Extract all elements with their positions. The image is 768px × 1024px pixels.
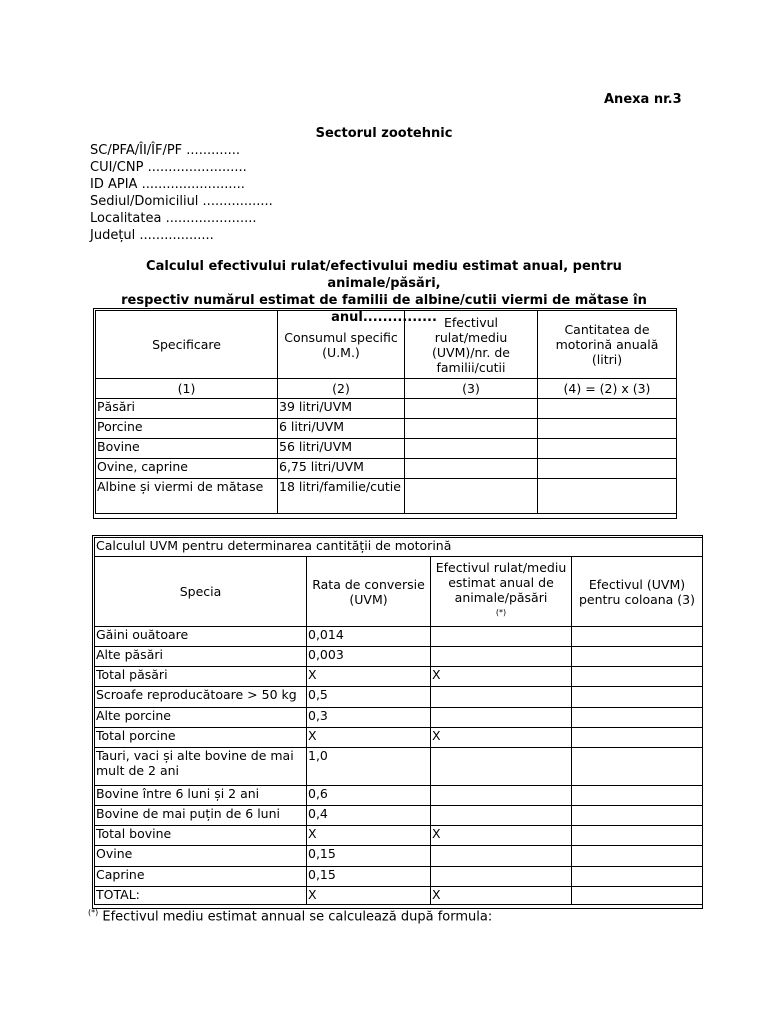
cell-consumption: 18 litri/familie/cutie — [278, 479, 405, 513]
cell-estimate — [431, 687, 572, 708]
heading-line-1: Calculul efectivului rulat/efectivului mediu estimat anual, pentru animale/păsări, — [146, 259, 622, 291]
sector-title: Sectorul zootehnic — [315, 126, 453, 141]
header-estimated-livestock-label: Efectivul rulat/mediu estimat anual de animale/păsări — [435, 559, 567, 605]
id-line-address: Sediul/Domiciliul ................. — [90, 194, 273, 209]
cell-rate: 0,15 — [307, 846, 431, 867]
cell-species: Păsări — [96, 399, 278, 419]
cell-uvm — [572, 627, 702, 647]
cell-uvm — [572, 647, 702, 667]
table-row — [95, 846, 702, 867]
cell-rate: 0,15 — [307, 867, 431, 887]
cell-uvm — [572, 867, 702, 887]
table-row — [95, 806, 702, 826]
cell-species: Albine și viermi de mătase — [96, 479, 278, 513]
cell-species: Total păsări — [95, 667, 307, 687]
fuel-consumption-table — [95, 310, 677, 514]
cell-rate: 1,0 — [307, 748, 431, 786]
cell-count — [405, 399, 538, 419]
table1-colnum-row — [96, 379, 676, 399]
table-row — [95, 647, 702, 667]
table2-title-row — [95, 538, 702, 557]
cell-species: TOTAL: — [95, 887, 307, 904]
heading-line-2: respectiv numărul estimat de familii de albine/cutii viermi de mătase în anul............... — [121, 293, 647, 325]
cell-estimate — [431, 627, 572, 647]
cell-fuel — [538, 439, 676, 459]
header-note-marker: (*) — [495, 607, 507, 617]
cell-estimate — [431, 846, 572, 867]
table2-title: Calculul UVM pentru determinarea cantității de motorină — [95, 538, 702, 557]
table-row — [95, 627, 702, 647]
cell-species: Porcine — [96, 419, 278, 439]
header-species: Specia — [95, 557, 307, 627]
cell-uvm — [572, 887, 702, 904]
cell-consumption: 56 litri/UVM — [278, 439, 405, 459]
cell-species: Bovine — [96, 439, 278, 459]
id-line-apia: ID APIA ......................... — [90, 177, 245, 192]
cell-uvm — [572, 806, 702, 826]
header-estimated-livestock — [431, 557, 572, 627]
table-row — [95, 887, 702, 904]
cell-rate: 0,003 — [307, 647, 431, 667]
cell-consumption: 6,75 litri/UVM — [278, 459, 405, 479]
table-row — [96, 479, 676, 513]
cell-rate: 0,3 — [307, 708, 431, 728]
cell-species: Caprine — [95, 867, 307, 887]
cell-rate: 0,4 — [307, 806, 431, 826]
table-row — [96, 419, 676, 439]
cell-uvm — [572, 708, 702, 728]
cell-rate: X — [307, 826, 431, 846]
table2-header-row — [95, 557, 702, 627]
cell-estimate — [431, 748, 572, 786]
cell-estimate: X — [431, 826, 572, 846]
cell-species: Alte păsări — [95, 647, 307, 667]
cell-estimate — [431, 708, 572, 728]
table-row — [96, 399, 676, 419]
table-row — [95, 708, 702, 728]
table-row — [95, 748, 702, 786]
cell-rate: 0,014 — [307, 627, 431, 647]
colnum-3: (3) — [405, 379, 538, 399]
id-line-county: Județul .................. — [90, 228, 214, 243]
cell-count — [405, 419, 538, 439]
header-conversion-rate: Rata de conversie (UVM) — [307, 557, 431, 627]
cell-fuel — [538, 479, 676, 513]
cell-fuel — [538, 399, 676, 419]
header-livestock-count: Efectivul rulat/mediu (UVM)/nr. de familii/cutii — [405, 311, 538, 379]
cell-uvm — [572, 748, 702, 786]
cell-count — [405, 459, 538, 479]
cell-species: Alte porcine — [95, 708, 307, 728]
cell-species: Tauri, vaci și alte bovine de mai mult de 2 ani — [95, 748, 307, 786]
cell-uvm — [572, 846, 702, 867]
identification-block — [90, 142, 273, 244]
cell-estimate — [431, 786, 572, 806]
cell-consumption: 6 litri/UVM — [278, 419, 405, 439]
table-row — [95, 728, 702, 748]
footnote-marker: (*) — [88, 908, 99, 917]
cell-species: Bovine de mai puțin de 6 luni — [95, 806, 307, 826]
cell-species: Ovine — [95, 846, 307, 867]
cell-count — [405, 479, 538, 513]
table-row — [96, 459, 676, 479]
cell-estimate — [431, 806, 572, 826]
colnum-1: (1) — [96, 379, 278, 399]
cell-estimate: X — [431, 667, 572, 687]
cell-rate: 0,6 — [307, 786, 431, 806]
table-row — [95, 687, 702, 708]
id-line-locality: Localitatea ...................... — [90, 211, 257, 226]
footnote — [88, 908, 492, 924]
cell-species: Găini ouătoare — [95, 627, 307, 647]
cell-rate: X — [307, 887, 431, 904]
cell-consumption: 39 litri/UVM — [278, 399, 405, 419]
cell-estimate: X — [431, 728, 572, 748]
cell-uvm — [572, 687, 702, 708]
table-row — [96, 439, 676, 459]
cell-uvm — [572, 728, 702, 748]
header-uvm-count: Efectivul (UVM) pentru coloana (3) — [572, 557, 702, 627]
cell-rate: 0,5 — [307, 687, 431, 708]
cell-uvm — [572, 826, 702, 846]
cell-rate: X — [307, 728, 431, 748]
table-row — [95, 667, 702, 687]
table-row — [95, 867, 702, 887]
header-specific-consumption: Consumul specific (U.M.) — [278, 311, 405, 379]
table1-header-row — [96, 311, 676, 379]
cell-uvm — [572, 786, 702, 806]
table-row — [95, 786, 702, 806]
cell-species: Total porcine — [95, 728, 307, 748]
cell-uvm — [572, 667, 702, 687]
cell-species: Ovine, caprine — [96, 459, 278, 479]
cell-estimate: X — [431, 887, 572, 904]
cell-species: Scroafe reproducătoare > 50 kg — [95, 687, 307, 708]
colnum-2: (2) — [278, 379, 405, 399]
header-annual-fuel: Cantitatea de motorină anuală (litri) — [538, 311, 676, 379]
cell-species: Bovine între 6 luni și 2 ani — [95, 786, 307, 806]
cell-count — [405, 439, 538, 459]
cell-fuel — [538, 419, 676, 439]
id-line-company: SC/PFA/ÎI/ÎF/PF ............. — [90, 143, 241, 158]
cell-species: Total bovine — [95, 826, 307, 846]
footnote-text: Efectivul mediu estimat annual se calculează după formula: — [102, 909, 493, 925]
uvm-conversion-table — [94, 537, 703, 905]
cell-rate: X — [307, 667, 431, 687]
header-specification: Specificare — [96, 311, 278, 379]
colnum-4: (4) = (2) x (3) — [538, 379, 676, 399]
id-line-cui: CUI/CNP ........................ — [90, 160, 247, 175]
cell-fuel — [538, 459, 676, 479]
annex-number: Anexa nr.3 — [604, 92, 682, 107]
cell-estimate — [431, 867, 572, 887]
table-row — [95, 826, 702, 846]
cell-estimate — [431, 647, 572, 667]
